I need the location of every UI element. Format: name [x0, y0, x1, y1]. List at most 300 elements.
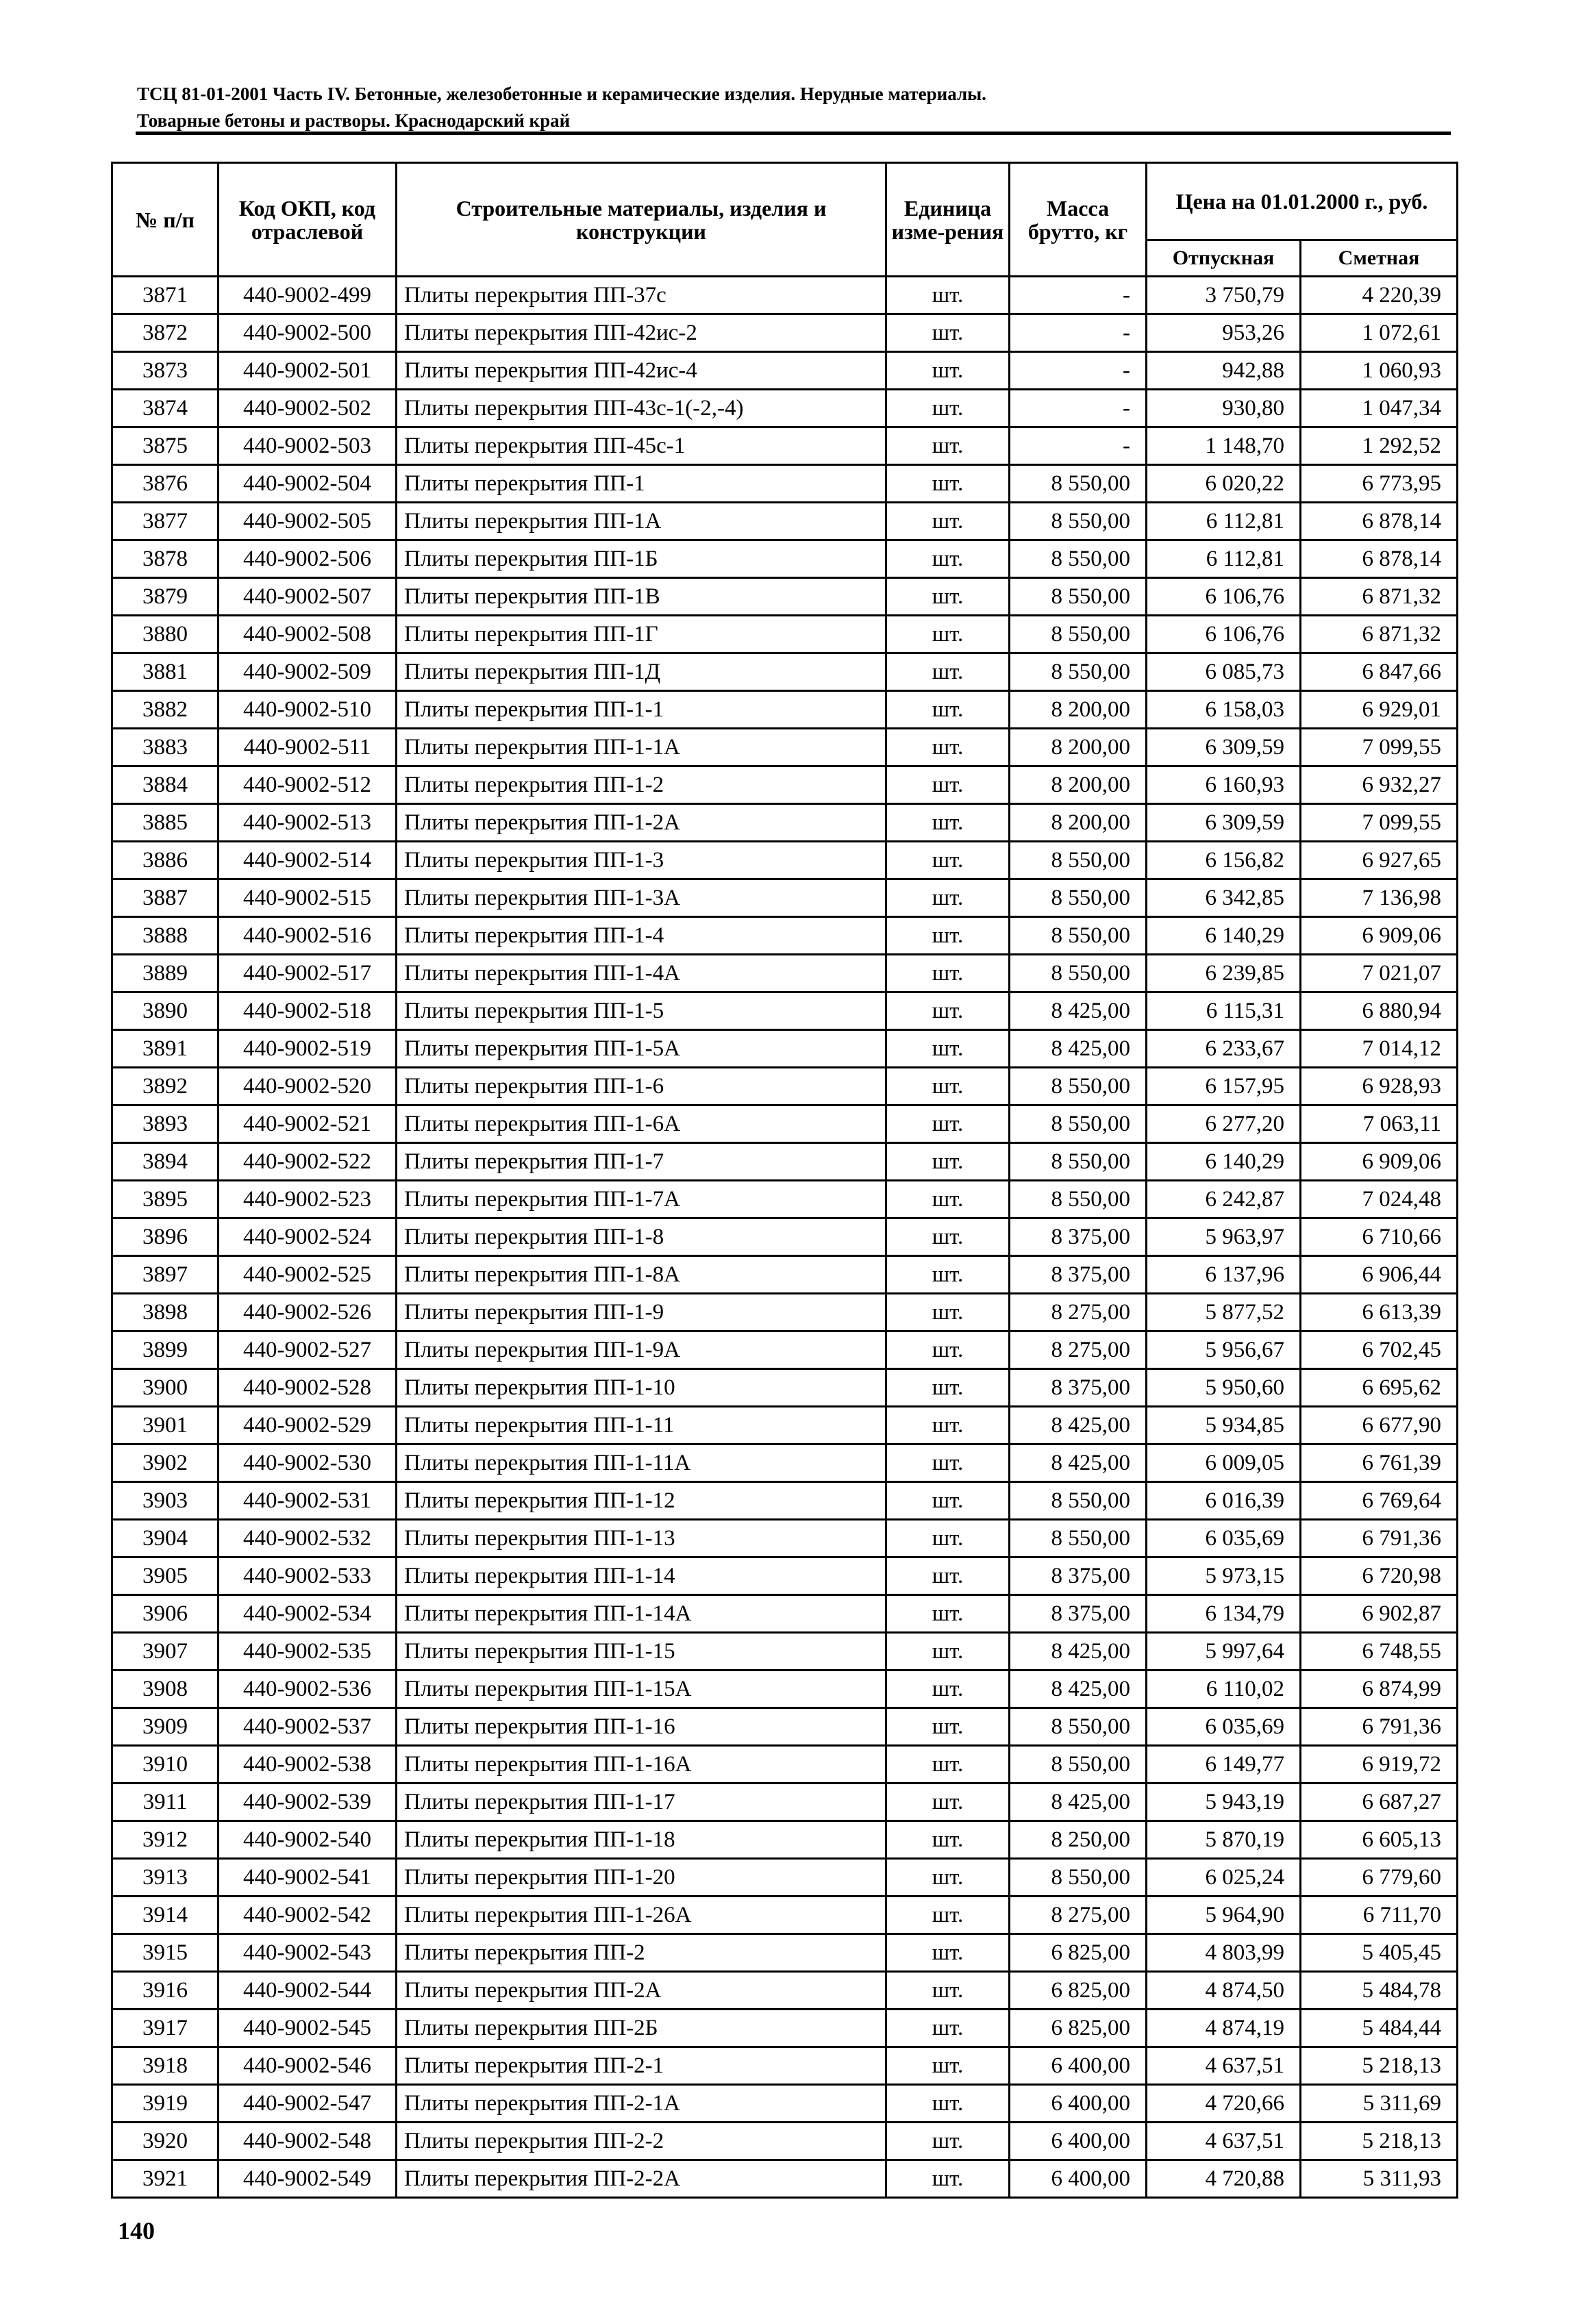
- table-row: [112, 2160, 1458, 2198]
- cell-name: Плиты перекрытия ПП-1-15: [397, 1633, 886, 1670]
- cell-num: 3884: [112, 766, 219, 804]
- table-row: [112, 1407, 1458, 1444]
- cell-price-estimate: 6 929,01: [1301, 691, 1458, 729]
- cell-price-estimate: 7 136,98: [1301, 879, 1458, 917]
- cell-num: 3910: [112, 1746, 219, 1784]
- page-number: 140: [118, 2217, 155, 2244]
- cell-num: 3893: [112, 1105, 219, 1143]
- cell-name: Плиты перекрытия ПП-1-16: [397, 1708, 886, 1746]
- cell-mass: 8 550,00: [1010, 955, 1147, 992]
- cell-price-estimate: 5 311,93: [1301, 2160, 1458, 2198]
- cell-mass: 8 550,00: [1010, 1143, 1147, 1181]
- cell-price-estimate: 5 218,13: [1301, 2047, 1458, 2085]
- table-row: [112, 1294, 1458, 1331]
- cell-mass: 6 400,00: [1010, 2123, 1147, 2160]
- cell-name: Плиты перекрытия ПП-1-26А: [397, 1897, 886, 1934]
- cell-mass: 8 375,00: [1010, 1218, 1147, 1256]
- cell-name: Плиты перекрытия ПП-2: [397, 1934, 886, 1972]
- table-row: [112, 352, 1458, 390]
- cell-name: Плиты перекрытия ПП-1-13: [397, 1520, 886, 1557]
- cell-unit: шт.: [886, 1030, 1010, 1068]
- cell-num: 3901: [112, 1407, 219, 1444]
- table-row: [112, 1369, 1458, 1407]
- cell-num: 3917: [112, 2010, 219, 2047]
- cell-unit: шт.: [886, 766, 1010, 804]
- cell-unit: шт.: [886, 2010, 1010, 2047]
- cell-unit: шт.: [886, 616, 1010, 653]
- cell-name: Плиты перекрытия ПП-1-10: [397, 1369, 886, 1407]
- cell-price-release: 6 149,77: [1147, 1746, 1301, 1784]
- cell-num: 3902: [112, 1444, 219, 1482]
- cell-num: 3875: [112, 427, 219, 465]
- cell-code: 440-9002-500: [219, 314, 397, 352]
- cell-num: 3897: [112, 1256, 219, 1294]
- cell-price-estimate: 6 687,27: [1301, 1784, 1458, 1821]
- cell-price-release: 6 140,29: [1147, 917, 1301, 955]
- cell-mass: 8 550,00: [1010, 917, 1147, 955]
- cell-code: 440-9002-520: [219, 1068, 397, 1105]
- table-row: [112, 578, 1458, 616]
- cell-name: Плиты перекрытия ПП-1Д: [397, 653, 886, 691]
- cell-price-estimate: 6 932,27: [1301, 766, 1458, 804]
- cell-code: 440-9002-525: [219, 1256, 397, 1294]
- table-row: [112, 1972, 1458, 2010]
- table-row: [112, 1670, 1458, 1708]
- cell-price-release: 930,80: [1147, 390, 1301, 427]
- cell-unit: шт.: [886, 2047, 1010, 2085]
- cell-code: 440-9002-545: [219, 2010, 397, 2047]
- cell-mass: 8 425,00: [1010, 1670, 1147, 1708]
- cell-name: Плиты перекрытия ПП-1-6: [397, 1068, 886, 1105]
- cell-code: 440-9002-534: [219, 1595, 397, 1633]
- cell-name: Плиты перекрытия ПП-1-5А: [397, 1030, 886, 1068]
- cell-num: 3895: [112, 1181, 219, 1218]
- cell-num: 3887: [112, 879, 219, 917]
- table-row: [112, 992, 1458, 1030]
- cell-unit: шт.: [886, 1670, 1010, 1708]
- cell-unit: шт.: [886, 1934, 1010, 1972]
- cell-code: 440-9002-524: [219, 1218, 397, 1256]
- cell-price-release: 6 035,69: [1147, 1520, 1301, 1557]
- cell-code: 440-9002-542: [219, 1897, 397, 1934]
- cell-mass: 6 400,00: [1010, 2085, 1147, 2123]
- cell-name: Плиты перекрытия ПП-42ис-4: [397, 352, 886, 390]
- table-row: [112, 1859, 1458, 1897]
- cell-price-estimate: 6 677,90: [1301, 1407, 1458, 1444]
- cell-code: 440-9002-507: [219, 578, 397, 616]
- cell-code: 440-9002-510: [219, 691, 397, 729]
- cell-mass: -: [1010, 314, 1147, 352]
- cell-unit: шт.: [886, 1218, 1010, 1256]
- cell-mass: 8 250,00: [1010, 1821, 1147, 1859]
- cell-name: Плиты перекрытия ПП-1-6А: [397, 1105, 886, 1143]
- cell-code: 440-9002-512: [219, 766, 397, 804]
- cell-price-release: 6 112,81: [1147, 503, 1301, 540]
- cell-mass: 8 375,00: [1010, 1256, 1147, 1294]
- cell-price-estimate: 6 711,70: [1301, 1897, 1458, 1934]
- col-header-unit: Единица изме-рения: [886, 163, 1010, 277]
- cell-price-estimate: 6 695,62: [1301, 1369, 1458, 1407]
- cell-mass: 8 200,00: [1010, 804, 1147, 842]
- cell-code: 440-9002-521: [219, 1105, 397, 1143]
- cell-price-release: 5 950,60: [1147, 1369, 1301, 1407]
- table-row: [112, 390, 1458, 427]
- cell-code: 440-9002-513: [219, 804, 397, 842]
- cell-price-release: 6 160,93: [1147, 766, 1301, 804]
- cell-price-estimate: 6 748,55: [1301, 1633, 1458, 1670]
- table-row: [112, 1746, 1458, 1784]
- cell-num: 3874: [112, 390, 219, 427]
- cell-price-release: 6 233,67: [1147, 1030, 1301, 1068]
- cell-code: 440-9002-499: [219, 277, 397, 314]
- cell-unit: шт.: [886, 691, 1010, 729]
- col-header-mass: Масса брутто, кг: [1010, 163, 1147, 277]
- cell-unit: шт.: [886, 1181, 1010, 1218]
- cell-price-estimate: 7 099,55: [1301, 729, 1458, 766]
- table-row: [112, 1821, 1458, 1859]
- cell-price-estimate: 6 928,93: [1301, 1068, 1458, 1105]
- cell-unit: шт.: [886, 879, 1010, 917]
- cell-unit: шт.: [886, 2085, 1010, 2123]
- cell-name: Плиты перекрытия ПП-1-11А: [397, 1444, 886, 1482]
- document-header: [137, 81, 1452, 134]
- cell-price-estimate: 5 405,45: [1301, 1934, 1458, 1972]
- cell-price-release: 6 020,22: [1147, 465, 1301, 503]
- table-row: [112, 1520, 1458, 1557]
- header-line-2: Товарные бетоны и растворы. Краснодарский край: [137, 110, 571, 131]
- cell-price-estimate: 4 220,39: [1301, 277, 1458, 314]
- cell-code: 440-9002-547: [219, 2085, 397, 2123]
- cell-num: 3911: [112, 1784, 219, 1821]
- cell-unit: шт.: [886, 1482, 1010, 1520]
- cell-num: 3892: [112, 1068, 219, 1105]
- cell-price-estimate: 6 880,94: [1301, 992, 1458, 1030]
- cell-mass: 6 400,00: [1010, 2047, 1147, 2085]
- table-row: [112, 653, 1458, 691]
- table-row: [112, 955, 1458, 992]
- cell-name: Плиты перекрытия ПП-1-1: [397, 691, 886, 729]
- cell-code: 440-9002-541: [219, 1859, 397, 1897]
- cell-price-estimate: 1 047,34: [1301, 390, 1458, 427]
- cell-mass: -: [1010, 352, 1147, 390]
- col-header-num: № п/п: [112, 163, 219, 277]
- cell-unit: шт.: [886, 955, 1010, 992]
- cell-mass: 8 200,00: [1010, 729, 1147, 766]
- cell-num: 3891: [112, 1030, 219, 1068]
- cell-price-estimate: 6 761,39: [1301, 1444, 1458, 1482]
- cell-name: Плиты перекрытия ПП-1-7А: [397, 1181, 886, 1218]
- cell-mass: 8 550,00: [1010, 1859, 1147, 1897]
- cell-mass: 8 425,00: [1010, 1444, 1147, 1482]
- cell-name: Плиты перекрытия ПП-1-4А: [397, 955, 886, 992]
- cell-price-estimate: 6 902,87: [1301, 1595, 1458, 1633]
- cell-price-release: 4 874,19: [1147, 2010, 1301, 2047]
- cell-price-release: 4 874,50: [1147, 1972, 1301, 2010]
- table-row: [112, 1256, 1458, 1294]
- cell-mass: 8 550,00: [1010, 503, 1147, 540]
- cell-mass: 8 550,00: [1010, 1482, 1147, 1520]
- table-row: [112, 1331, 1458, 1369]
- header-rule: [136, 132, 1451, 135]
- cell-unit: шт.: [886, 1859, 1010, 1897]
- cell-code: 440-9002-532: [219, 1520, 397, 1557]
- cell-name: Плиты перекрытия ПП-1-9А: [397, 1331, 886, 1369]
- cell-name: Плиты перекрытия ПП-1-7: [397, 1143, 886, 1181]
- cell-price-release: 5 963,97: [1147, 1218, 1301, 1256]
- cell-num: 3876: [112, 465, 219, 503]
- cell-price-estimate: 1 292,52: [1301, 427, 1458, 465]
- cell-mass: 6 825,00: [1010, 1972, 1147, 2010]
- table-row: [112, 1934, 1458, 1972]
- cell-price-release: 6 309,59: [1147, 804, 1301, 842]
- cell-num: 3882: [112, 691, 219, 729]
- table-row: [112, 1784, 1458, 1821]
- col-header-price-estimate: Сметная: [1301, 240, 1458, 277]
- cell-price-estimate: 7 063,11: [1301, 1105, 1458, 1143]
- cell-num: 3872: [112, 314, 219, 352]
- cell-name: Плиты перекрытия ПП-1-14: [397, 1557, 886, 1595]
- cell-mass: 6 400,00: [1010, 2160, 1147, 2198]
- table-row: [112, 1897, 1458, 1934]
- cell-price-release: 6 157,95: [1147, 1068, 1301, 1105]
- cell-code: 440-9002-504: [219, 465, 397, 503]
- cell-code: 440-9002-540: [219, 1821, 397, 1859]
- cell-name: Плиты перекрытия ПП-43с-1(-2,-4): [397, 390, 886, 427]
- cell-code: 440-9002-526: [219, 1294, 397, 1331]
- cell-unit: шт.: [886, 1897, 1010, 1934]
- table-row: [112, 1482, 1458, 1520]
- cell-mass: 8 550,00: [1010, 578, 1147, 616]
- cell-num: 3894: [112, 1143, 219, 1181]
- cell-num: 3890: [112, 992, 219, 1030]
- cell-price-release: 6 277,20: [1147, 1105, 1301, 1143]
- cell-name: Плиты перекрытия ПП-2-2А: [397, 2160, 886, 2198]
- cell-price-estimate: 7 014,12: [1301, 1030, 1458, 1068]
- cell-code: 440-9002-544: [219, 1972, 397, 2010]
- cell-mass: 8 550,00: [1010, 842, 1147, 879]
- cell-unit: шт.: [886, 1595, 1010, 1633]
- cell-code: 440-9002-549: [219, 2160, 397, 2198]
- cell-name: Плиты перекрытия ПП-2-1А: [397, 2085, 886, 2123]
- cell-unit: шт.: [886, 1407, 1010, 1444]
- cell-unit: шт.: [886, 314, 1010, 352]
- cell-name: Плиты перекрытия ПП-42ис-2: [397, 314, 886, 352]
- cell-price-release: 5 973,15: [1147, 1557, 1301, 1595]
- table-row: [112, 1068, 1458, 1105]
- cell-unit: шт.: [886, 1105, 1010, 1143]
- cell-unit: шт.: [886, 1784, 1010, 1821]
- cell-name: Плиты перекрытия ПП-1-8: [397, 1218, 886, 1256]
- cell-code: 440-9002-518: [219, 992, 397, 1030]
- cell-name: Плиты перекрытия ПП-1В: [397, 578, 886, 616]
- cell-name: Плиты перекрытия ПП-1-5: [397, 992, 886, 1030]
- table-row: [112, 503, 1458, 540]
- cell-code: 440-9002-514: [219, 842, 397, 879]
- cell-mass: 8 550,00: [1010, 1068, 1147, 1105]
- cell-num: 3920: [112, 2123, 219, 2160]
- cell-price-release: 6 106,76: [1147, 616, 1301, 653]
- table-row: [112, 277, 1458, 314]
- cell-num: 3919: [112, 2085, 219, 2123]
- cell-unit: шт.: [886, 842, 1010, 879]
- cell-code: 440-9002-530: [219, 1444, 397, 1482]
- cell-price-estimate: 6 909,06: [1301, 1143, 1458, 1181]
- table-row: [112, 917, 1458, 955]
- table-row: [112, 1595, 1458, 1633]
- cell-price-release: 6 025,24: [1147, 1859, 1301, 1897]
- cell-unit: шт.: [886, 1331, 1010, 1369]
- cell-code: 440-9002-533: [219, 1557, 397, 1595]
- cell-name: Плиты перекрытия ПП-1-2: [397, 766, 886, 804]
- cell-num: 3913: [112, 1859, 219, 1897]
- cell-code: 440-9002-523: [219, 1181, 397, 1218]
- table-row: [112, 1444, 1458, 1482]
- cell-name: Плиты перекрытия ПП-37с: [397, 277, 886, 314]
- cell-mass: 8 375,00: [1010, 1595, 1147, 1633]
- cell-price-release: 6 134,79: [1147, 1595, 1301, 1633]
- cell-unit: шт.: [886, 653, 1010, 691]
- cell-unit: шт.: [886, 1557, 1010, 1595]
- cell-price-release: 6 009,05: [1147, 1444, 1301, 1482]
- cell-name: Плиты перекрытия ПП-2Б: [397, 2010, 886, 2047]
- cell-price-estimate: 7 024,48: [1301, 1181, 1458, 1218]
- cell-unit: шт.: [886, 1821, 1010, 1859]
- table-row: [112, 804, 1458, 842]
- cell-unit: шт.: [886, 1520, 1010, 1557]
- cell-unit: шт.: [886, 1746, 1010, 1784]
- cell-price-release: 6 110,02: [1147, 1670, 1301, 1708]
- cell-name: Плиты перекрытия ПП-1-16А: [397, 1746, 886, 1784]
- cell-price-release: 6 242,87: [1147, 1181, 1301, 1218]
- cell-num: 3889: [112, 955, 219, 992]
- cell-name: Плиты перекрытия ПП-1-20: [397, 1859, 886, 1897]
- cell-unit: шт.: [886, 1972, 1010, 2010]
- cell-code: 440-9002-517: [219, 955, 397, 992]
- cell-mass: 8 200,00: [1010, 691, 1147, 729]
- cell-price-release: 5 870,19: [1147, 1821, 1301, 1859]
- cell-mass: 8 425,00: [1010, 1633, 1147, 1670]
- cell-unit: шт.: [886, 992, 1010, 1030]
- cell-price-estimate: 6 871,32: [1301, 578, 1458, 616]
- col-header-code: Код ОКП, код отраслевой: [219, 163, 397, 277]
- table-row: [112, 766, 1458, 804]
- cell-unit: шт.: [886, 1143, 1010, 1181]
- cell-num: 3888: [112, 917, 219, 955]
- table-row: [112, 427, 1458, 465]
- cell-mass: 8 550,00: [1010, 1181, 1147, 1218]
- cell-price-release: 6 112,81: [1147, 540, 1301, 578]
- cell-num: 3908: [112, 1670, 219, 1708]
- cell-price-release: 5 956,67: [1147, 1331, 1301, 1369]
- cell-num: 3907: [112, 1633, 219, 1670]
- cell-mass: 8 375,00: [1010, 1557, 1147, 1595]
- cell-mass: 6 825,00: [1010, 2010, 1147, 2047]
- cell-name: Плиты перекрытия ПП-1-11: [397, 1407, 886, 1444]
- cell-price-release: 5 943,19: [1147, 1784, 1301, 1821]
- cell-price-release: 3 750,79: [1147, 277, 1301, 314]
- cell-name: Плиты перекрытия ПП-1А: [397, 503, 886, 540]
- cell-code: 440-9002-527: [219, 1331, 397, 1369]
- cell-num: 3904: [112, 1520, 219, 1557]
- cell-name: Плиты перекрытия ПП-1-2А: [397, 804, 886, 842]
- cell-code: 440-9002-536: [219, 1670, 397, 1708]
- cell-mass: 8 200,00: [1010, 766, 1147, 804]
- cell-price-release: 6 137,96: [1147, 1256, 1301, 1294]
- cell-code: 440-9002-535: [219, 1633, 397, 1670]
- table-row: [112, 2085, 1458, 2123]
- cell-num: 3909: [112, 1708, 219, 1746]
- cell-price-estimate: 5 484,78: [1301, 1972, 1458, 2010]
- cell-mass: 8 425,00: [1010, 992, 1147, 1030]
- cell-unit: шт.: [886, 1633, 1010, 1670]
- table-row: [112, 1143, 1458, 1181]
- price-table: [111, 162, 1458, 2199]
- cell-price-release: 6 156,82: [1147, 842, 1301, 879]
- cell-code: 440-9002-548: [219, 2123, 397, 2160]
- cell-num: 3918: [112, 2047, 219, 2085]
- table-row: [112, 1557, 1458, 1595]
- cell-num: 3921: [112, 2160, 219, 2198]
- cell-price-release: 6 158,03: [1147, 691, 1301, 729]
- cell-mass: 8 550,00: [1010, 1105, 1147, 1143]
- cell-mass: 8 550,00: [1010, 616, 1147, 653]
- cell-price-estimate: 6 874,99: [1301, 1670, 1458, 1708]
- cell-num: 3905: [112, 1557, 219, 1595]
- cell-code: 440-9002-531: [219, 1482, 397, 1520]
- cell-code: 440-9002-529: [219, 1407, 397, 1444]
- table-row: [112, 540, 1458, 578]
- cell-mass: 8 550,00: [1010, 465, 1147, 503]
- cell-code: 440-9002-509: [219, 653, 397, 691]
- cell-price-estimate: 5 311,69: [1301, 2085, 1458, 2123]
- cell-mass: 8 275,00: [1010, 1331, 1147, 1369]
- cell-price-release: 1 148,70: [1147, 427, 1301, 465]
- cell-code: 440-9002-505: [219, 503, 397, 540]
- cell-code: 440-9002-543: [219, 1934, 397, 1972]
- cell-price-release: 6 239,85: [1147, 955, 1301, 992]
- cell-price-estimate: 6 878,14: [1301, 540, 1458, 578]
- header-line-1: ТСЦ 81-01-2001 Часть IV. Бетонные, железобетонные и керамические изделия. Нерудные материалы.: [137, 84, 986, 104]
- table-row: [112, 465, 1458, 503]
- table-row: [112, 2047, 1458, 2085]
- cell-name: Плиты перекрытия ПП-1-14А: [397, 1595, 886, 1633]
- cell-code: 440-9002-506: [219, 540, 397, 578]
- cell-code: 440-9002-539: [219, 1784, 397, 1821]
- cell-price-estimate: 6 791,36: [1301, 1708, 1458, 1746]
- cell-num: 3873: [112, 352, 219, 390]
- cell-unit: шт.: [886, 729, 1010, 766]
- cell-num: 3885: [112, 804, 219, 842]
- cell-price-estimate: 6 919,72: [1301, 1746, 1458, 1784]
- cell-code: 440-9002-511: [219, 729, 397, 766]
- cell-price-estimate: 6 702,45: [1301, 1331, 1458, 1369]
- cell-price-release: 6 309,59: [1147, 729, 1301, 766]
- cell-code: 440-9002-537: [219, 1708, 397, 1746]
- cell-unit: шт.: [886, 1369, 1010, 1407]
- col-header-price-group: Цена на 01.01.2000 г., руб.: [1147, 163, 1458, 240]
- cell-name: Плиты перекрытия ПП-1-17: [397, 1784, 886, 1821]
- cell-unit: шт.: [886, 2160, 1010, 2198]
- cell-name: Плиты перекрытия ПП-2А: [397, 1972, 886, 2010]
- cell-price-estimate: 7 021,07: [1301, 955, 1458, 992]
- cell-name: Плиты перекрытия ПП-1-9: [397, 1294, 886, 1331]
- cell-price-estimate: 1 060,93: [1301, 352, 1458, 390]
- cell-mass: 8 550,00: [1010, 1746, 1147, 1784]
- cell-num: 3899: [112, 1331, 219, 1369]
- cell-price-estimate: 6 605,13: [1301, 1821, 1458, 1859]
- cell-name: Плиты перекрытия ПП-1-15А: [397, 1670, 886, 1708]
- cell-name: Плиты перекрытия ПП-1-1А: [397, 729, 886, 766]
